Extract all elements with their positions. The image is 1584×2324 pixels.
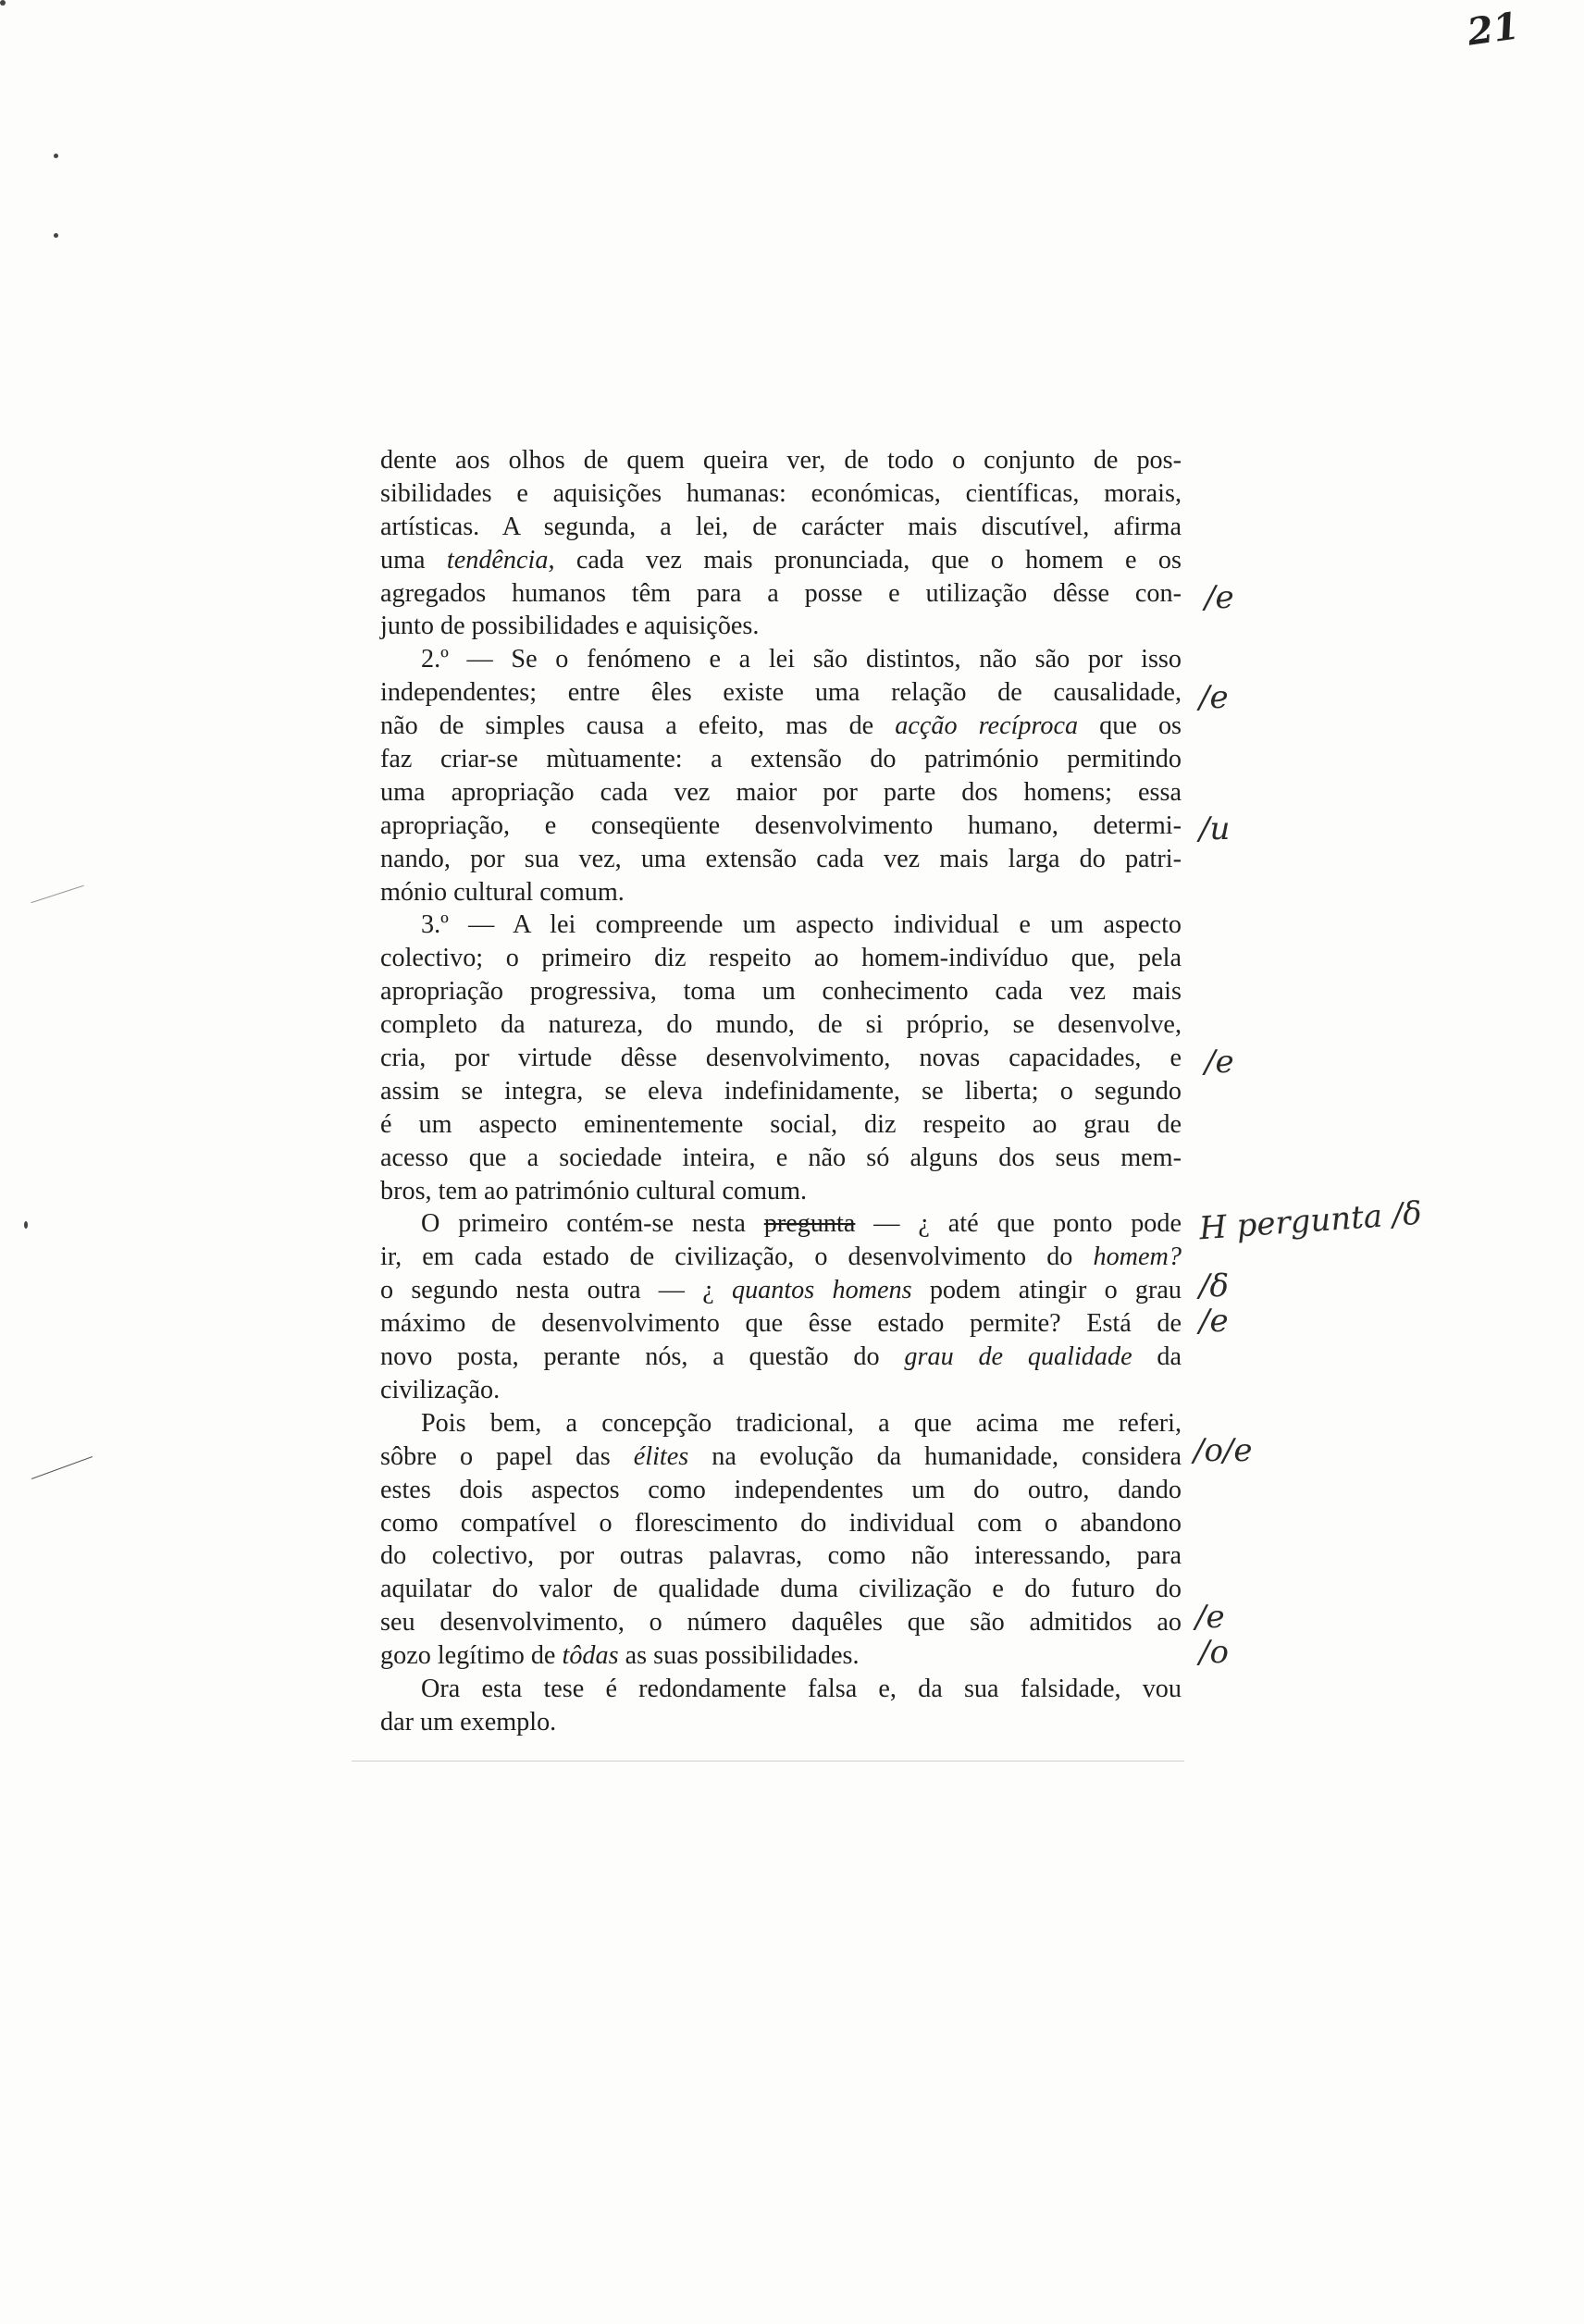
line-segment: uma <box>380 545 447 575</box>
scan-speck <box>24 1221 28 1229</box>
text-line: como compatível o florescimento do individual com o abandono <box>380 1508 1182 1538</box>
scan-stroke <box>31 1456 93 1479</box>
text-line: colectivo; o primeiro diz respeito ao homem-indivíduo que, pela <box>380 944 1182 973</box>
line-segment: cada vez mais pronunciada, que o homem e os <box>554 545 1182 575</box>
text-line <box>380 1440 1182 1474</box>
line-segment: ir, em cada estado de civilização, o desenvolvimento do <box>380 1242 1094 1272</box>
margin-note: /o <box>1199 1634 1229 1671</box>
scan-speck <box>54 154 58 158</box>
line-segment: O primeiro contém-se nesta <box>421 1209 764 1239</box>
italic-phrase: tôdas <box>562 1641 619 1671</box>
margin-note: /e <box>1205 579 1234 616</box>
text-line: apropriação, e conseqüente desenvolvimento humano, determi- <box>380 810 1182 840</box>
text-line: faz criar-se mùtuamente: a extensão do património permitindo <box>380 745 1182 774</box>
margin-note: /e <box>1199 1303 1229 1340</box>
line-segment: na evolução da humanidade, considera <box>688 1441 1182 1471</box>
line-segment: — ¿ até que ponto pode <box>855 1209 1182 1239</box>
line-segment: gozo legítimo de <box>380 1641 563 1671</box>
text-line: Pois bem, a concepção tradicional, a que acima me referi, <box>421 1408 1182 1438</box>
text-line: civilização. <box>380 1375 501 1404</box>
text-line <box>380 710 1182 743</box>
text-line: agregados humanos têm para a posse e utilização dêsse con- <box>380 578 1182 608</box>
line-segment: não de simples causa a efeito, mas de <box>380 711 896 741</box>
margin-note: /e <box>1199 679 1229 716</box>
text-line: cria, por virtude dêsse desenvolvimento, novas capacidades, e <box>380 1044 1182 1073</box>
text-line: uma apropriação cada vez maior por parte dos homens; essa <box>380 777 1182 807</box>
text-line: acesso que a sociedade inteira, e não só alguns dos seus mem- <box>380 1143 1182 1172</box>
text-line: sibilidades e aquisições humanas: económicas, científicas, morais, <box>380 478 1182 508</box>
text-line: estes dois aspectos como independentes um do outro, dando <box>380 1475 1182 1504</box>
italic-phrase: quantos homens <box>731 1276 912 1305</box>
margin-note: /δ <box>1199 1267 1229 1304</box>
text-line: independentes; entre êles existe uma relação de causalidade, <box>380 678 1182 708</box>
text-line: dente aos olhos de quem queira ver, de todo o conjunto de pos- <box>380 446 1182 475</box>
text-line <box>380 544 1182 577</box>
text-line <box>380 1639 1182 1673</box>
text-line: junto de possibilidades e aquisições. <box>380 612 760 641</box>
text-line: completo da natureza, do mundo, de si próprio, se desenvolve, <box>380 1010 1182 1040</box>
text-column <box>380 444 1182 1739</box>
text-line: artísticas. A segunda, a lei, de carácter mais discutível, afirma <box>380 512 1182 541</box>
text-line: mónio cultural comum. <box>380 877 625 907</box>
line-segment: podem atingir o grau <box>911 1276 1182 1305</box>
margin-note: /o/e <box>1194 1432 1253 1469</box>
margin-note: /e <box>1205 1044 1234 1081</box>
text-line: dar um exemplo. <box>380 1707 557 1737</box>
text-line: 2.º — Se o fenómeno e a lei são distintos, não são por isso <box>421 645 1182 674</box>
struck-word: pregunta <box>763 1209 856 1239</box>
italic-phrase: homem? <box>1093 1242 1182 1272</box>
line-segment: que os <box>1078 711 1182 741</box>
text-line <box>380 1274 1182 1307</box>
scan-speck <box>54 233 58 238</box>
line-segment: novo posta, perante nós, a questão do <box>380 1342 905 1372</box>
text-line: assim se integra, se eleva indefinidamente, se liberta; o segundo <box>380 1076 1182 1106</box>
italic-phrase: grau de qualidade <box>904 1342 1132 1372</box>
text-line: aquilatar do valor de qualidade duma civilização e do futuro do <box>380 1575 1182 1604</box>
margin-note: /u <box>1199 810 1231 847</box>
page-number: 21 <box>1465 4 1522 55</box>
italic-phrase: élites <box>633 1441 689 1471</box>
line-segment: da <box>1132 1342 1182 1372</box>
text-line <box>380 1341 1182 1374</box>
text-line: 3.º — A lei compreende um aspecto individual e um aspecto <box>421 910 1182 940</box>
line-segment: sôbre o papel das <box>380 1441 634 1471</box>
text-line: do colectivo, por outras palavras, como não interessando, para <box>380 1541 1182 1571</box>
italic-phrase: tendência, <box>446 545 555 575</box>
line-segment: as suas possibilidades. <box>618 1641 860 1671</box>
margin-note: H pergunta /δ <box>1197 1194 1423 1248</box>
text-line: máximo de desenvolvimento que êsse estado permite? Está de <box>380 1309 1182 1339</box>
text-line: seu desenvolvimento, o número daquêles que são admitidos ao <box>380 1608 1182 1638</box>
text-line: apropriação progressiva, toma um conhecimento cada vez mais <box>380 977 1182 1007</box>
text-line: nando, por sua vez, uma extensão cada vez mais larga do patri- <box>380 844 1182 873</box>
text-line <box>380 1241 1182 1274</box>
italic-phrase: acção recíproca <box>895 711 1079 741</box>
scan-speck <box>0 0 6 6</box>
text-line: é um aspecto eminentemente social, diz respeito ao grau de <box>380 1109 1182 1139</box>
line-segment: o segundo nesta outra — ¿ <box>380 1276 732 1305</box>
text-line: bros, tem ao património cultural comum. <box>380 1176 808 1205</box>
margin-note: /e <box>1195 1599 1225 1636</box>
text-line: Ora esta tese é redondamente falsa e, da sua falsidade, vou <box>421 1674 1182 1703</box>
scan-stroke <box>31 885 83 903</box>
faint-rule <box>352 1761 1184 1762</box>
text-line <box>380 1207 1182 1241</box>
